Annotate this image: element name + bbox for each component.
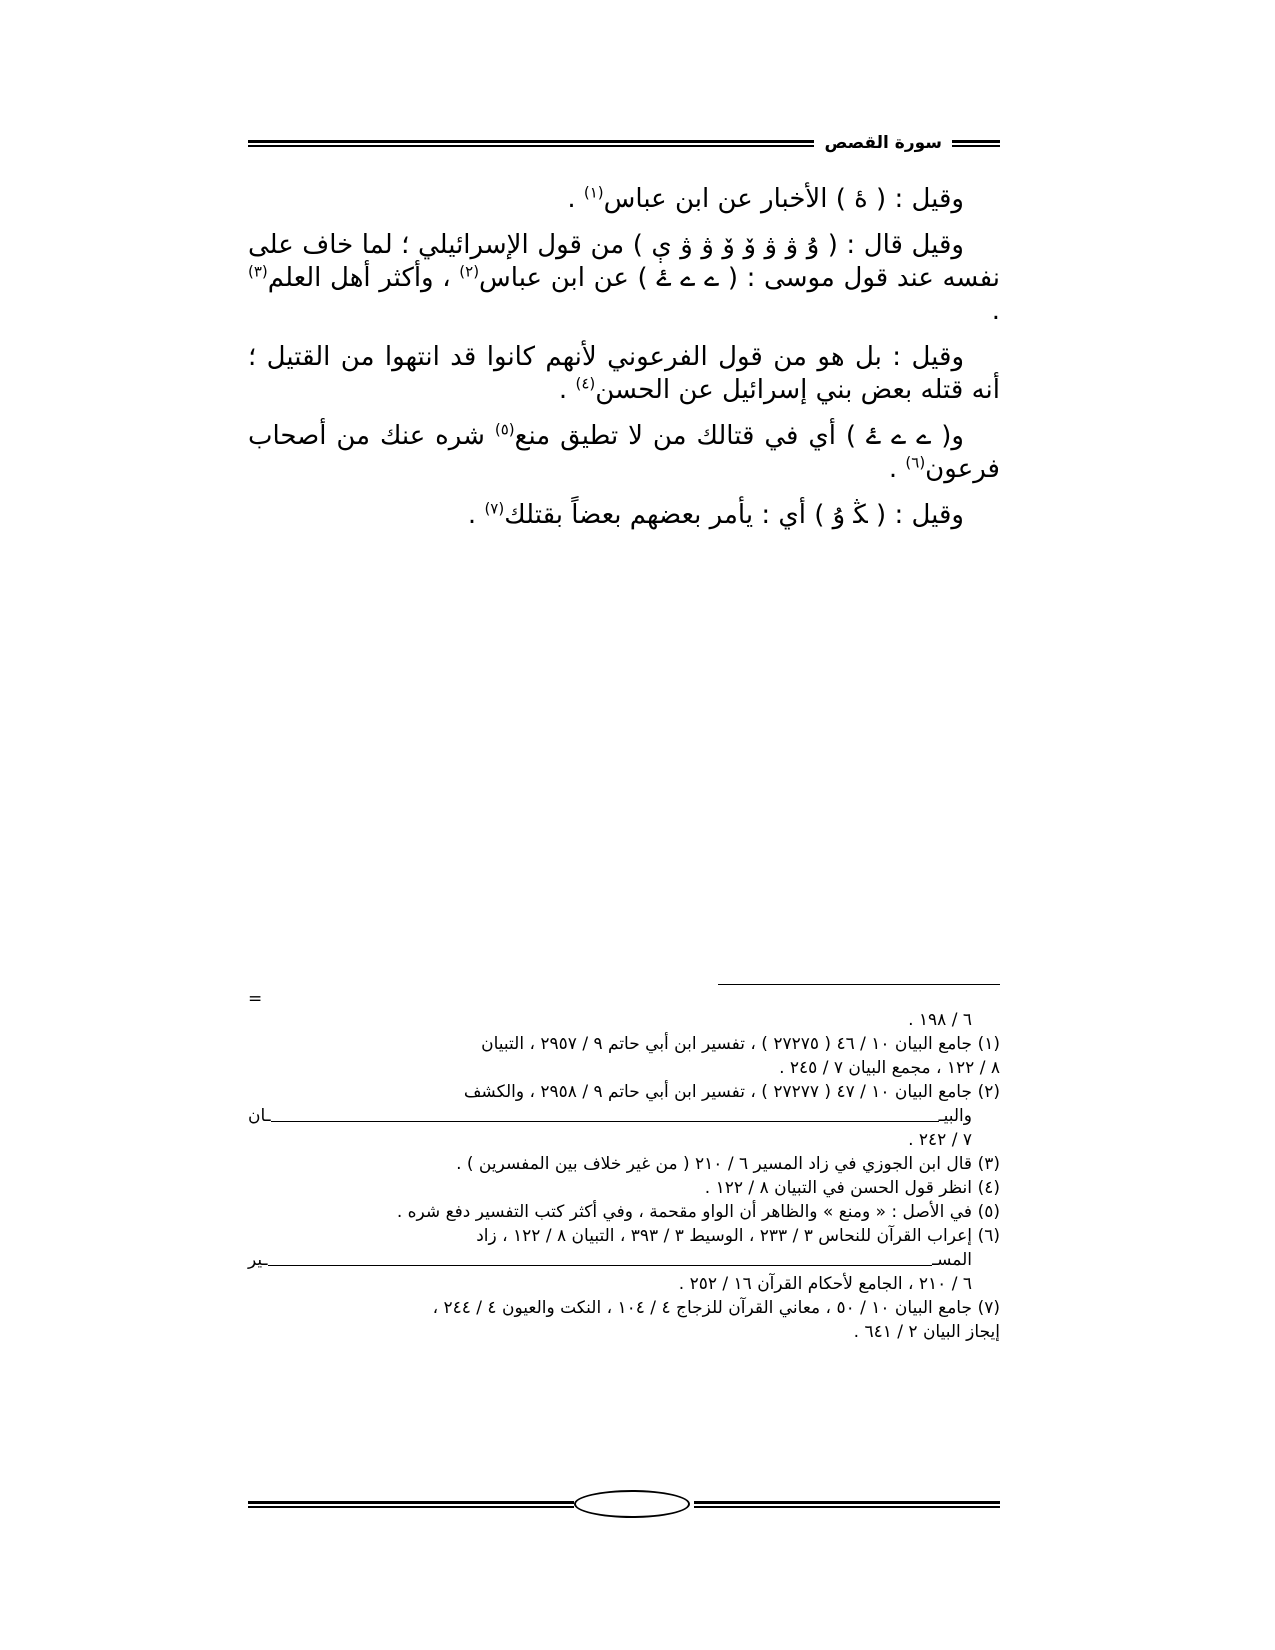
footnote-2-kashida [271,1121,939,1122]
footnote-7-line-2: إيجاز البيان ٢ / ٦٤١ . [853,1322,1000,1342]
footer-rule-left [248,1501,574,1508]
footnote-2 [248,1080,1000,1104]
footnote-mark-3: (٣) [248,262,268,281]
paragraph-5 [248,499,1000,532]
footnotes [248,990,1000,1344]
footnote-6-stretch-start: المسـ [932,1250,972,1270]
page-number-oval [574,1490,690,1518]
paragraph-1-tail: . [567,184,584,214]
main-text [248,183,1000,545]
paragraph-2-text-1: وقيل قال : ( ۇ ۋ ۋ ۆ ۆ ۋ ۋ ې ) من قول الإسرائيلي ؛ لما خاف على نفسه عند قول موسى : ( ے ے ۓ ) عن ابن عباس [248,230,1000,293]
footnote-mark-5: (٥) [494,420,515,439]
paragraph-5-tail: . [467,500,485,530]
paragraph-2 [248,229,1000,328]
paragraph-3 [248,341,1000,407]
header-title: سورة القصص [824,133,942,153]
footnote-1-line-1: جامع البيان ١٠ / ٤٦ ( ٢٧٢٧٥ ) ، تفسير ابن أبي حاتم ٩ / ٢٩٥٧ ، التبيان [481,1034,972,1054]
footnote-3-number: (٣) [977,1154,1000,1174]
paragraph-3-tail: . [558,375,576,405]
footnote-mark-6: (٦) [905,453,926,472]
continuation-mark: = [248,989,263,1009]
footnote-2-stretched-line [248,1104,1000,1128]
footnote-7-number: (٧) [977,1298,1000,1318]
footnote-5 [248,1200,1000,1224]
running-header [248,128,1000,158]
footnote-mark-4: (٤) [575,374,596,393]
footnote-6-line-3: ٦ / ٢١٠ ، الجامع لأحكام القرآن ١٦ / ٢٥٢ . [678,1274,972,1294]
footnote-6-number: (٦) [977,1226,1000,1246]
footnote-6-line-1: إعراب القرآن للنحاس ٣ / ٢٣٣ ، الوسيط ٣ / ٣٩٣ ، التبيان ٨ / ١٢٢ ، زاد [476,1226,972,1246]
footnote-2-line-1: جامع البيان ١٠ / ٤٧ ( ٢٧٢٧٧ ) ، تفسير ابن أبي حاتم ٩ / ٢٩٥٨ ، والكشف [463,1082,972,1102]
footnote-6-stretch-end: ـير [248,1250,268,1270]
footnote-1-number: (١) [977,1034,1000,1054]
footnote-carryover: ٦ / ١٩٨ . [908,1010,972,1030]
footnote-5-text: في الأصل : « ومنع » والظاهر أن الواو مقحمة ، وفي أكثر كتب التفسير دفع شره . [396,1202,972,1222]
footnote-7-line-1: جامع البيان ١٠ / ٥٠ ، معاني القرآن للزجاج ٤ / ١٠٤ ، النكت والعيون ٤ / ٢٤٤ ، [432,1298,972,1318]
footnote-6-stretched-line [248,1248,1000,1272]
header-rule-short [952,140,1000,147]
footnote-mark-2: (٢) [459,262,480,281]
paragraph-1 [248,183,1000,216]
paragraph-4-text-1: و( ے ے ۓ ) أي في قتالك من لا تطيق منع [514,421,964,451]
page-footer-ornament [248,1488,1000,1522]
footnote-5-number: (٥) [977,1202,1000,1222]
footnote-4 [248,1176,1000,1200]
footer-rule-right [694,1501,1000,1508]
paragraph-2-tail: . [991,296,1000,326]
paragraph-3-text: وقيل : بل هو من قول الفرعوني لأنهم كانوا قد انتهوا من القتيل ؛ أنه قتله بعض بني إسرائيل عن الحسن [248,342,1000,405]
footnote-separator [718,984,1000,985]
header-rule-long [248,140,814,147]
footnote-2-stretch-start: والبيـ [938,1106,972,1126]
paragraph-4-text-2: شره عنك من أصحاب فرعون [248,421,1000,484]
footnote-3 [248,1152,1000,1176]
paragraph-5-text: وقيل : ( ﯖ ﯗ ) أي : يأمر بعضهم بعضاً بقتلك [504,500,964,530]
footnote-3-text: قال ابن الجوزي في زاد المسير ٦ / ٢١٠ ( من غير خلاف بين المفسرين ) . [456,1154,972,1174]
footnote-2-stretch-end: ـان [248,1106,271,1126]
footnote-2-line-3: ٧ / ٢٤٢ . [908,1130,972,1150]
footnote-4-text: انظر قول الحسن في التبيان ٨ / ١٢٢ . [704,1178,972,1198]
paragraph-4-tail: . [888,454,906,484]
paragraph-2-text-2: ، وأكثر أهل العلم [267,263,460,293]
footnote-mark-7: (٧) [484,499,505,518]
footnote-4-number: (٤) [977,1178,1000,1198]
footnote-6 [248,1224,1000,1248]
paragraph-1-text: وقيل : ( ۀ ) الأخبار عن ابن عباس [603,184,964,214]
footnote-1 [248,1032,1000,1080]
paragraph-4 [248,420,1000,486]
footnote-mark-1: (١) [583,183,604,202]
footnote-2-number: (٢) [977,1082,1000,1102]
footnote-1-line-2: ٨ / ١٢٢ ، مجمع البيان ٧ / ٢٤٥ . [779,1058,1000,1078]
footnote-6-kashida [268,1265,933,1266]
footnote-7 [248,1296,1000,1344]
